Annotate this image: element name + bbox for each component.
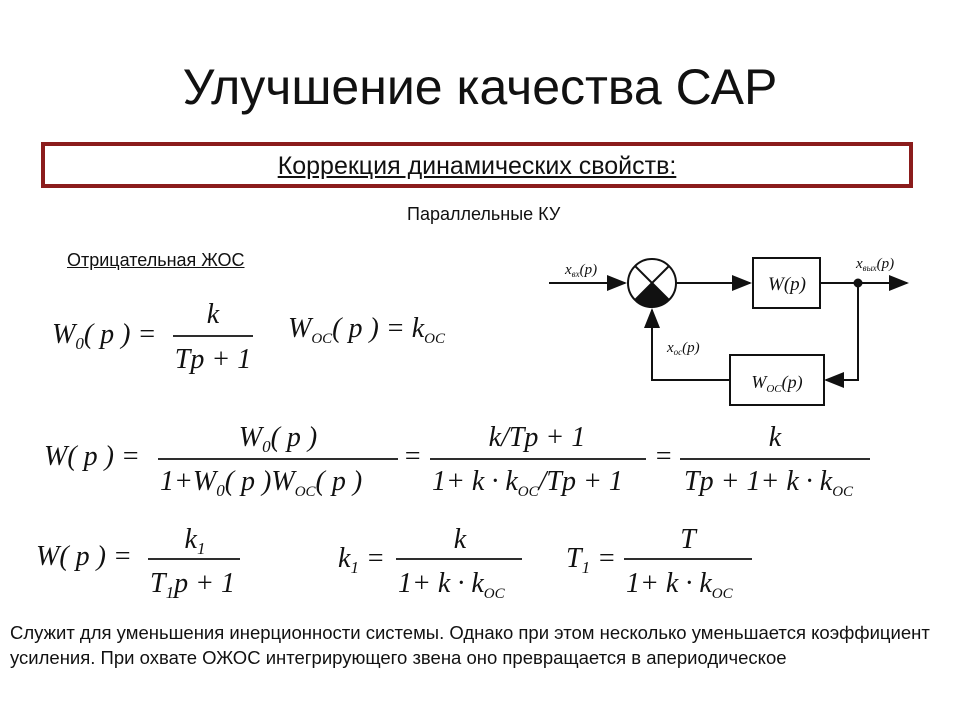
svg-text:k: k xyxy=(453,524,467,555)
input-signal-label: $x_{вх}(p)$ xyxy=(565,262,598,279)
svg-text:T1p + 1: $T_1p + 1$ xyxy=(150,568,235,602)
svg-text:W( p ) =: W( p ) = xyxy=(36,541,132,572)
output-signal-label: $x_{вых}(p)$ xyxy=(856,256,895,273)
svg-text:W( p ) =: W( p ) = xyxy=(44,441,140,472)
svg-text:=: = xyxy=(654,441,673,472)
svg-text:1+ k · kOC: $1+ k \cdot k_{OC}$ xyxy=(398,568,505,602)
box-heading: Коррекция динамических свойств: xyxy=(277,152,677,180)
formula-t1 xyxy=(566,524,752,602)
svg-text:1+ k · kOC/Tp + 1: $1+ k \cdot k_{OC}/Tp + 1$ xyxy=(432,466,623,500)
formula-w0 xyxy=(52,299,253,375)
svg-text:W0( p ) =: $W_0$( p ) = xyxy=(52,319,157,353)
svg-text:T: T xyxy=(680,524,696,555)
feedback-signal-label: $x_{ос}(p)$ xyxy=(667,340,700,357)
svg-text:k/Tp + 1: k/Tp + 1 xyxy=(488,422,586,453)
feedback-block-label: $W_{OC}(p)$ xyxy=(751,372,803,395)
svg-text:=: = xyxy=(403,441,422,472)
formula-wp-equivalent xyxy=(36,524,240,602)
forward-block-label: W(p) xyxy=(768,274,806,295)
svg-text:k: k xyxy=(206,299,220,330)
svg-text:W0( p ): $W_0$( p ) xyxy=(238,422,318,456)
block-diagram xyxy=(549,258,907,405)
formula-k1 xyxy=(338,524,522,602)
svg-text:Tp + 1: Tp + 1 xyxy=(174,344,252,375)
slide-title: Улучшение качества САР xyxy=(182,59,778,115)
svg-text:k: k xyxy=(768,422,782,453)
svg-text:1+W0( p )WOC( p ): $1+W_0$( p )$W_{OC}$( p ) xyxy=(160,466,363,500)
description-text: Служит для уменьшения инерционности системы. Однако при этом несколько уменьшается коэффициент усиления. При охвате ОЖОС интегрирующего звена оно превращается в апериодическое xyxy=(10,622,930,668)
svg-text:T1 =: $T_1$ = xyxy=(566,543,616,577)
formula-wp-chain xyxy=(44,422,870,500)
formula-woc xyxy=(288,313,446,347)
svg-text:WOC( p ) = kOC: $W_{OC}$( p ) = $k_{OC}$ xyxy=(288,313,445,347)
subtitle-negative-feedback: Отрицательная ЖОС xyxy=(67,250,245,270)
svg-text:k1: $k_1$ xyxy=(184,524,206,558)
svg-text:1+ k · kOC: $1+ k \cdot k_{OC}$ xyxy=(626,568,733,602)
svg-text:Tp + 1+ k · kOC: $Tp + 1+ k \cdot k_{OC}$ xyxy=(684,466,854,500)
feedback-path-right xyxy=(826,283,858,380)
feedback-block xyxy=(730,355,824,405)
subtitle-parallel: Параллельные КУ xyxy=(407,204,561,224)
svg-text:k1 =: $k_1$ = xyxy=(338,543,385,577)
